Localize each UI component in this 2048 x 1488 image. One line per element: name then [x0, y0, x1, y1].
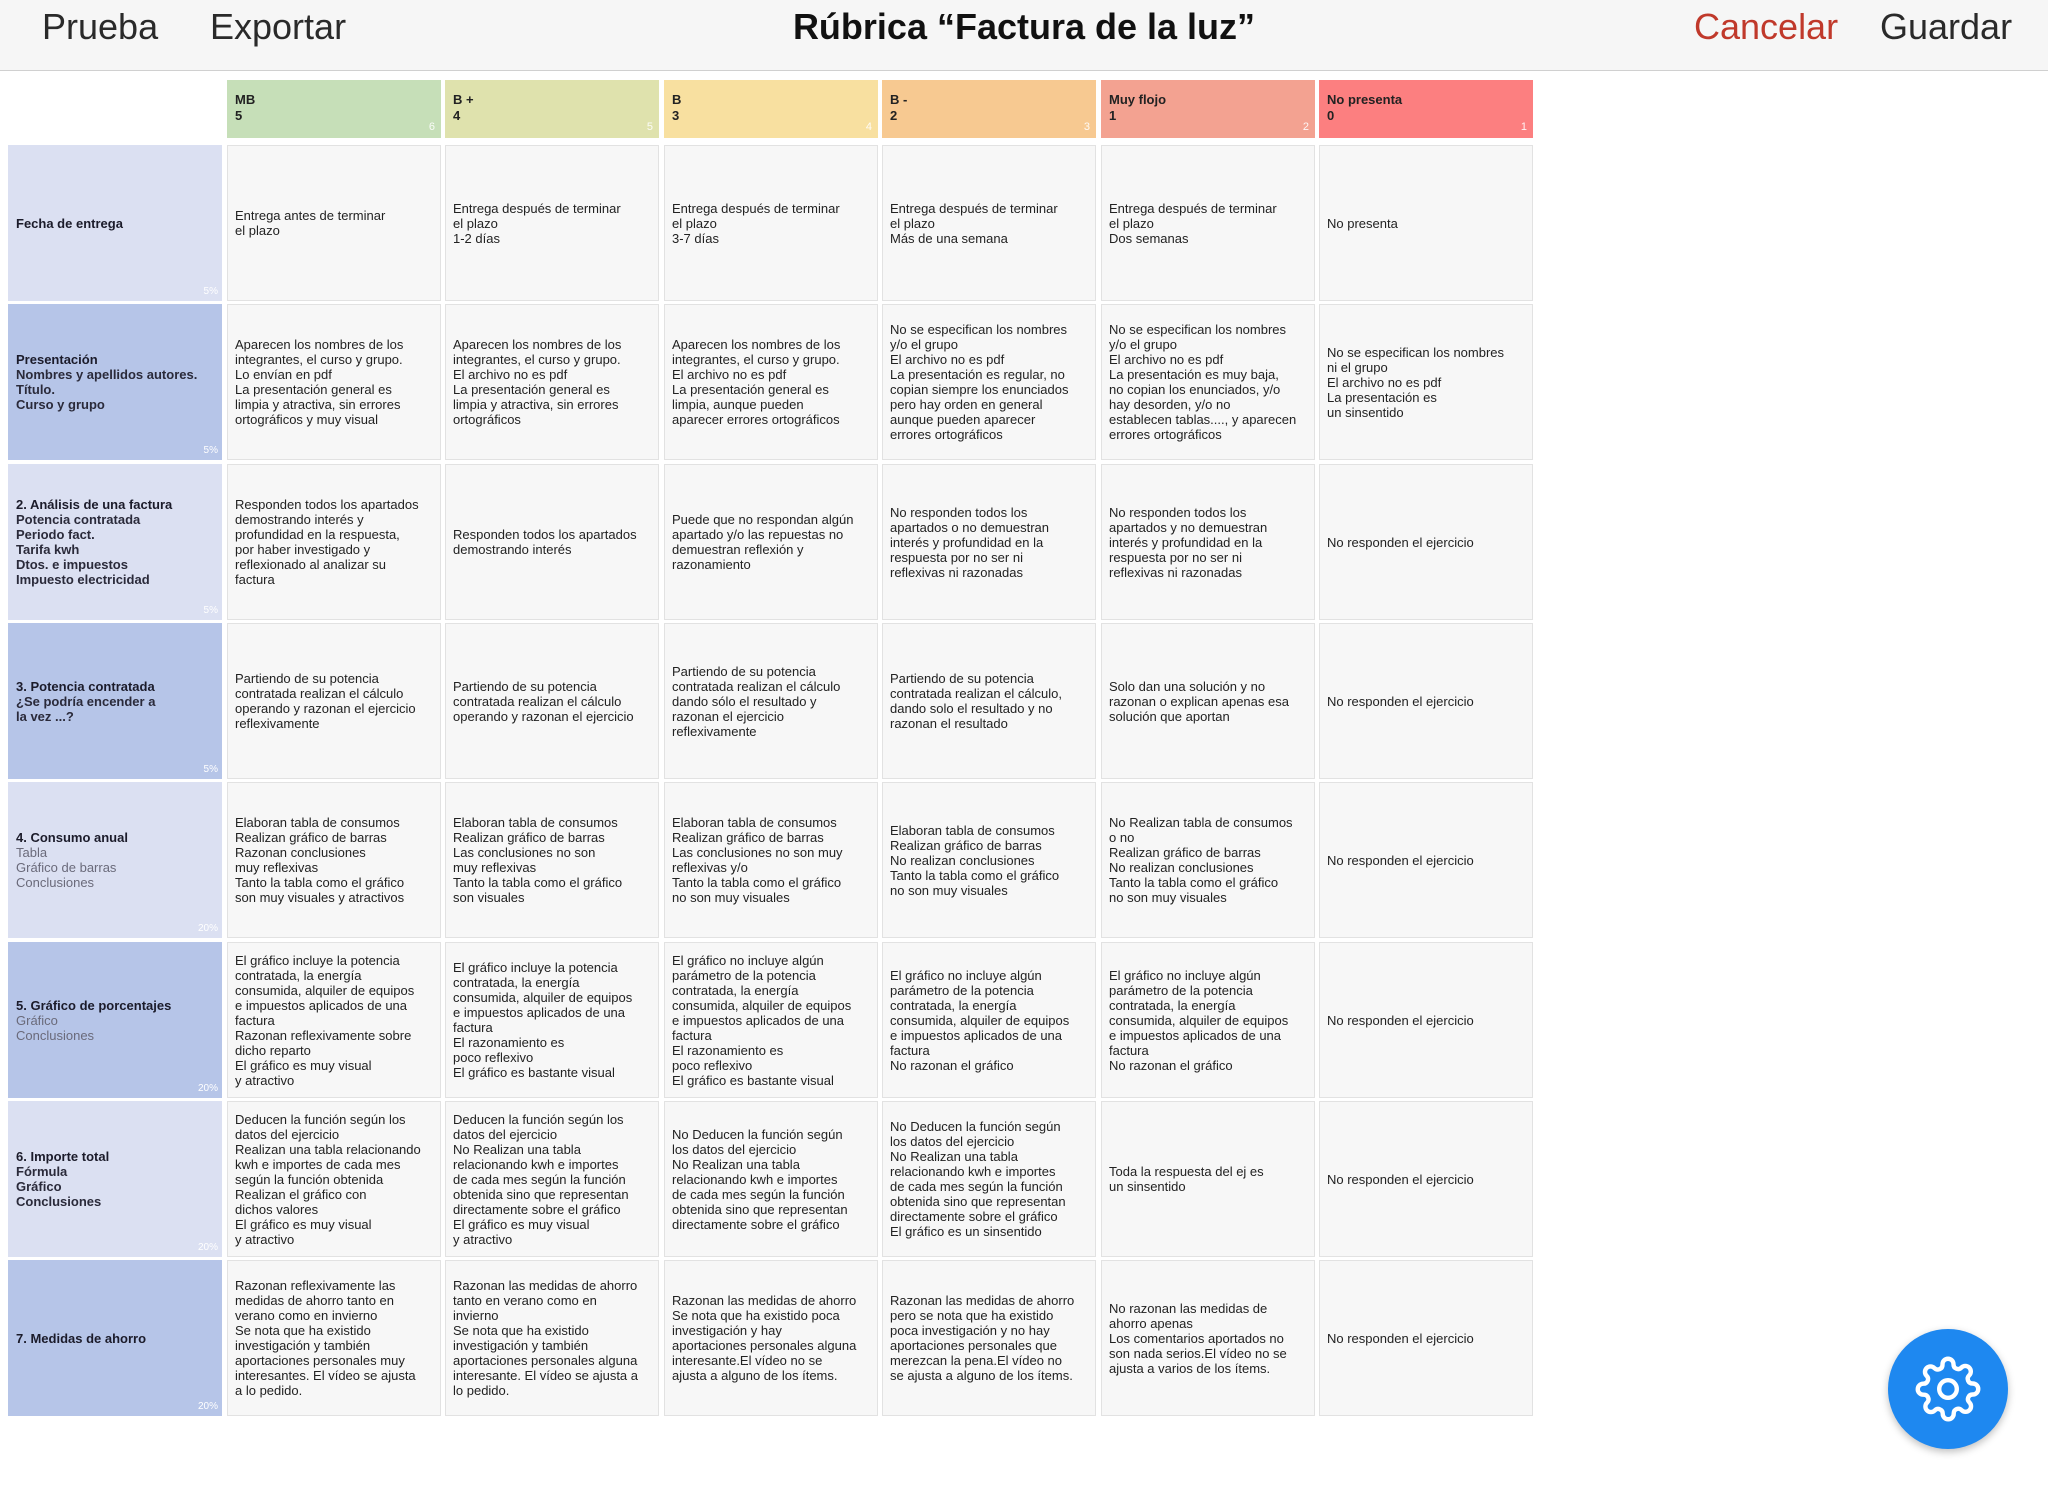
column-level-score: 0 — [1327, 108, 1335, 123]
rubric-cell[interactable]: Partiendo de su potencia contratada realizan el cálculo operando y razonan el ejercicio — [445, 623, 659, 779]
rubric-cell[interactable]: No se especifican los nombres y/o el grupo El archivo no es pdf La presentación es muy baja, no copian los enunciados, y/o hay desorden, y/o no establecen tablas...., y aparecen errores ortográficos — [1101, 304, 1315, 460]
rubric-cell[interactable]: Toda la respuesta del ej es un sinsentido — [1101, 1101, 1315, 1257]
rubric-cell[interactable]: Aparecen los nombres de los integrantes, el curso y grupo. El archivo no es pdf La presentación general es limpia, aunque pueden aparecer errores ortográficos — [664, 304, 878, 460]
rubric-cell[interactable]: Entrega antes de terminar el plazo — [227, 145, 441, 301]
criterion-title: 6. Importe total — [16, 1149, 110, 1164]
column-points: 4 — [865, 121, 872, 133]
rubric-cell[interactable]: No presenta — [1319, 145, 1533, 301]
column-level-name: Muy flojo — [1109, 92, 1167, 107]
column-header[interactable] — [882, 80, 1096, 138]
rubric-cell[interactable]: El gráfico incluye la potencia contratada, la energía consumida, alquiler de equipos e impuestos aplicados de una factura El razonamiento es poco reflexivo El gráfico es bastante visual — [445, 942, 659, 1098]
criterion-subitem: Nombres y apellidos autores. — [16, 367, 198, 382]
rubric-cell[interactable]: No responden el ejercicio — [1319, 623, 1533, 779]
rubric-cell[interactable]: Partiendo de su potencia contratada realizan el cálculo, dando solo el resultado y no razonan el resultado — [882, 623, 1096, 779]
criterion-subitem: Conclusiones — [16, 1194, 102, 1209]
rubric-cell[interactable]: No Realizan tabla de consumos o no Realizan gráfico de barras No realizan conclusiones Tanto la tabla como el gráfico no son muy visuales — [1101, 782, 1315, 938]
criterion-header[interactable] — [8, 1101, 222, 1257]
criterion-subitem: ¿Se podría encender a — [16, 693, 156, 709]
criterion-subitem: Gráfico de barras — [16, 860, 117, 875]
criterion-subitem: la vez ...? — [16, 708, 74, 724]
prueba-button[interactable]: Prueba — [42, 6, 159, 47]
rubric-cell[interactable]: Elaboran tabla de consumos Realizan gráfico de barras Razonan conclusiones muy reflexivas Tanto la tabla como el gráfico son muy visuales y atractivos — [227, 782, 441, 938]
criterion-title: 2. Análisis de una factura — [16, 497, 173, 512]
criterion-title: 4. Consumo anual — [16, 830, 128, 845]
column-header[interactable] — [1101, 80, 1315, 138]
criterion-subitem: Gráfico — [16, 1012, 58, 1028]
rubric-cell[interactable]: Solo dan una solución y no razonan o explican apenas esa solución que aportan — [1101, 623, 1315, 779]
criterion-subitem: Título. — [16, 382, 55, 397]
column-level-score: 2 — [890, 108, 898, 123]
column-level-name: No presenta — [1327, 92, 1403, 107]
rubric-cell[interactable]: Razonan las medidas de ahorro Se nota que ha existido poca investigación y hay aportaciones personales alguna interesante.El vídeo no se ajusta a alguno de los ítems. — [664, 1260, 878, 1416]
rubric-cell[interactable]: No se especifican los nombres ni el grupo El archivo no es pdf La presentación es un sinsentido — [1319, 304, 1533, 460]
criterion-weight: 20% — [197, 1083, 218, 1094]
gear-icon — [1915, 1356, 1981, 1422]
criterion-header[interactable] — [8, 942, 222, 1098]
rubric-cell[interactable]: Puede que no respondan algún apartado y/o las repuestas no demuestran reflexión y razonamiento — [664, 464, 878, 620]
criterion-title: 5. Gráfico de porcentajes — [16, 997, 172, 1013]
criterion-subitem: Dtos. e impuestos — [16, 557, 128, 572]
column-level-score: 3 — [672, 108, 680, 123]
column-level-score: 5 — [235, 108, 243, 123]
criterion-weight: 20% — [197, 923, 218, 934]
criterion-subitem: Impuesto electricidad — [16, 572, 150, 587]
top-toolbar — [0, 0, 2048, 71]
criterion-header[interactable] — [8, 464, 222, 620]
settings-button[interactable] — [1888, 1329, 2008, 1449]
column-header[interactable] — [445, 80, 659, 138]
criterion-title: 7. Medidas de ahorro — [16, 1330, 147, 1346]
rubric-cell[interactable]: No Deducen la función según los datos del ejercicio No Realizan una tabla relacionando kwh e importes de cada mes según la función obtenida sino que representan directamente sobre el gráfico El gráfico es un sinsentido — [882, 1101, 1096, 1257]
criterion-header[interactable] — [8, 145, 222, 301]
rubric-cell[interactable]: No se especifican los nombres y/o el grupo El archivo no es pdf La presentación es regular, no copian siempre los enunciados pero hay orden en general aunque pueden aparecer errores ortográficos — [882, 304, 1096, 460]
criterion-subitem: Fórmula — [16, 1164, 68, 1179]
rubric-cell[interactable]: El gráfico no incluye algún parámetro de la potencia contratada, la energía consumida, alquiler de equipos e impuestos aplicados de una factura El razonamiento es poco reflexivo El gráfico es bastante visual — [664, 942, 878, 1098]
rubric-cell[interactable]: Deducen la función según los datos del ejercicio Realizan una tabla relacionando kwh e importes de cada mes según la función obtenida Realizan el gráfico con dichos valores El gráfico es muy visual y atractivo — [227, 1101, 441, 1257]
rubric-cell[interactable]: No responden el ejercicio — [1319, 942, 1533, 1098]
column-level-score: 1 — [1109, 108, 1117, 123]
criterion-subitem: Potencia contratada — [16, 512, 141, 527]
column-points: 1 — [1520, 121, 1527, 133]
column-level-score: 4 — [453, 108, 461, 123]
column-level-name: B + — [453, 92, 474, 107]
criterion-subitem: Conclusiones — [16, 1027, 95, 1043]
rubric-cell[interactable]: No responden el ejercicio — [1319, 782, 1533, 938]
rubric-cell[interactable]: El gráfico no incluye algún parámetro de la potencia contratada, la energía consumida, alquiler de equipos e impuestos aplicados de una factura No razonan el gráfico — [882, 942, 1096, 1098]
rubric-cell[interactable]: Elaboran tabla de consumos Realizan gráfico de barras No realizan conclusiones Tanto la tabla como el gráfico no son muy visuales — [882, 782, 1096, 938]
rubric-cell[interactable]: Razonan las medidas de ahorro tanto en verano como en invierno Se nota que ha existido investigación y también aportaciones personales alguna interesante. El vídeo se ajusta a lo pedido. — [445, 1260, 659, 1416]
criterion-title: 3. Potencia contratada — [16, 678, 155, 694]
rubric-cell[interactable]: Razonan las medidas de ahorro pero se nota que ha existido poca investigación y no hay aportaciones personales que merezcan la pena.El vídeo no se ajusta a alguno de los ítems. — [882, 1260, 1096, 1416]
criterion-header[interactable] — [8, 1260, 222, 1416]
criterion-subitem: Curso y grupo — [16, 397, 105, 412]
rubric-cell[interactable]: El gráfico incluye la potencia contratada, la energía consumida, alquiler de equipos e impuestos aplicados de una factura Razonan reflexivamente sobre dicho reparto El gráfico es muy visual y atractivo — [227, 942, 441, 1098]
rubric-cell[interactable]: Partiendo de su potencia contratada realizan el cálculo dando sólo el resultado y razonan el ejercicio reflexivamente — [664, 623, 878, 779]
rubric-cell[interactable]: Partiendo de su potencia contratada realizan el cálculo operando y razonan el ejercicio reflexivamente — [227, 623, 441, 779]
column-points: 3 — [1083, 121, 1090, 133]
rubric-cell[interactable]: Entrega después de terminar el plazo 3-7 días — [664, 145, 878, 301]
criterion-weight: 5% — [203, 605, 218, 616]
criterion-subitem: Periodo fact. — [16, 527, 95, 542]
rubric-cell[interactable]: Elaboran tabla de consumos Realizan gráfico de barras Las conclusiones no son muy reflexivas y/o Tanto la tabla como el gráfico no son muy visuales — [664, 782, 878, 938]
criterion-weight: 20% — [197, 1401, 218, 1412]
rubric-cell[interactable]: Elaboran tabla de consumos Realizan gráfico de barras Las conclusiones no son muy reflexivas Tanto la tabla como el gráfico son visuales — [445, 782, 659, 938]
criterion-weight: 5% — [203, 764, 218, 775]
criterion-subitem: Conclusiones — [16, 875, 95, 890]
column-header[interactable] — [1319, 80, 1533, 138]
rubric-cell[interactable]: Deducen la función según los datos del ejercicio No Realizan una tabla relacionando kwh e importes de cada mes según la función obtenida sino que representan directamente sobre el gráfico El gráfico es muy visual y atractivo — [445, 1101, 659, 1257]
criterion-weight: 20% — [197, 1242, 218, 1253]
criterion-header[interactable] — [8, 623, 222, 779]
rubric-cell[interactable]: Aparecen los nombres de los integrantes, el curso y grupo. El archivo no es pdf La presentación general es limpia y atractiva, sin errores ortográficos — [445, 304, 659, 460]
rubric-cell[interactable]: Razonan reflexivamente las medidas de ahorro tanto en verano como en invierno Se nota que ha existido investigación y también aportaciones personales muy interesantes. El vídeo se ajusta a lo pedido. — [227, 1260, 441, 1416]
rubric-cell[interactable]: Responden todos los apartados demostrando interés y profundidad en la respuesta, por haber investigado y reflexionado al analizar su factura — [227, 464, 441, 620]
exportar-button[interactable]: Exportar — [210, 6, 347, 47]
rubric-cell[interactable]: No razonan las medidas de ahorro apenas Los comentarios aportados no son nada serios.El vídeo no se ajusta a varios de los ítems. — [1101, 1260, 1315, 1416]
criterion-header[interactable] — [8, 782, 222, 938]
column-header[interactable] — [664, 80, 878, 138]
rubric-cell[interactable]: No responden el ejercicio — [1319, 1101, 1533, 1257]
criterion-title: Presentación — [16, 352, 98, 367]
rubric-cell[interactable]: Entrega después de terminar el plazo Más de una semana — [882, 145, 1096, 301]
criterion-subitem: Tabla — [16, 845, 48, 860]
cancelar-button[interactable]: Cancelar — [1694, 6, 1839, 47]
column-points: 6 — [428, 121, 435, 133]
page-title: Rúbrica “Factura de la luz” — [792, 6, 1256, 47]
criterion-title: Fecha de entrega — [16, 215, 123, 231]
rubric-cell[interactable]: Aparecen los nombres de los integrantes, el curso y grupo. Lo envían en pdf La presentación general es limpia y atractiva, sin errores ortográficos y muy visual — [227, 304, 441, 460]
column-level-name: MB — [235, 92, 256, 107]
rubric-cell[interactable]: No responden todos los apartados o no demuestran interés y profundidad en la respuesta por no ser ni reflexivas ni razonadas — [882, 464, 1096, 620]
criterion-subitem: Tarifa kwh — [16, 542, 80, 557]
rubric-cell[interactable]: El gráfico no incluye algún parámetro de la potencia contratada, la energía consumida, alquiler de equipos e impuestos aplicados de una factura No razonan el gráfico — [1101, 942, 1315, 1098]
criterion-subitem: Gráfico — [16, 1179, 62, 1194]
column-points: 2 — [1302, 121, 1309, 133]
rubric-cell[interactable]: No responden el ejercicio — [1319, 464, 1533, 620]
rubric-cell[interactable]: Entrega después de terminar el plazo 1-2 días — [445, 145, 659, 301]
column-points: 5 — [646, 121, 653, 133]
rubric-cell[interactable]: Entrega después de terminar el plazo Dos semanas — [1101, 145, 1315, 301]
criterion-header[interactable] — [8, 304, 222, 460]
rubric-cell[interactable]: No Deducen la función según los datos del ejercicio No Realizan una tabla relacionando kwh e importes de cada mes según la función obtenida sino que representan directamente sobre el gráfico — [664, 1101, 878, 1257]
rubric-cell[interactable]: No responden el ejercicio — [1319, 1260, 1533, 1416]
criterion-weight: 5% — [203, 286, 218, 297]
column-level-name: B - — [890, 92, 908, 107]
rubric-cell[interactable]: Responden todos los apartados demostrando interés — [445, 464, 659, 620]
column-header[interactable] — [227, 80, 441, 138]
guardar-button[interactable]: Guardar — [1880, 6, 2013, 47]
rubric-cell[interactable]: No responden todos los apartados y no demuestran interés y profundidad en la respuesta por no ser ni reflexivas ni razonadas — [1101, 464, 1315, 620]
criterion-weight: 5% — [203, 445, 218, 456]
column-level-name: B — [672, 92, 682, 107]
